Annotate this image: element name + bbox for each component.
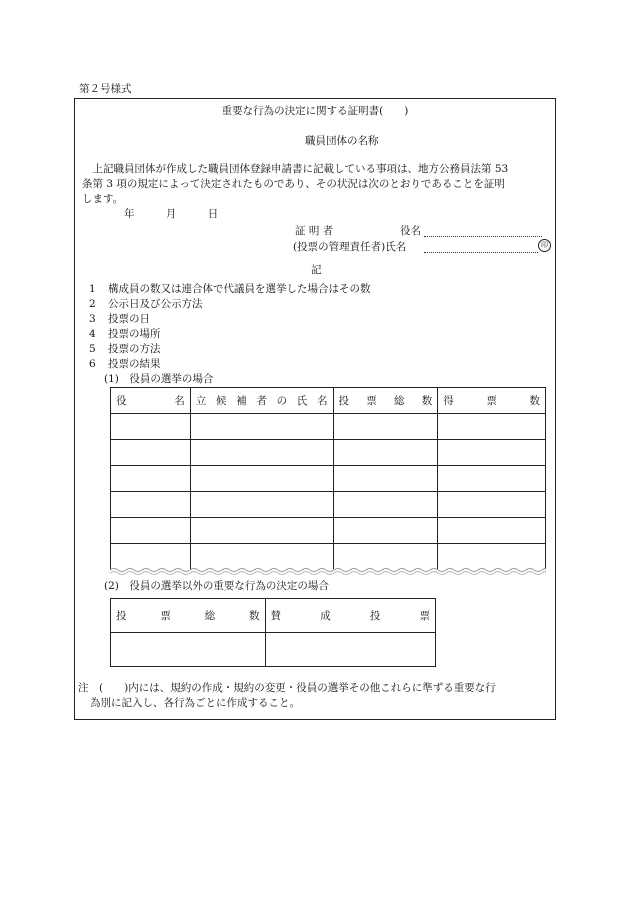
footnote xyxy=(78,681,553,711)
statement-line-1: 上記職員団体が作成した職員団体登録申請書に記載している事項は、地方公務員法第 53 xyxy=(82,163,509,175)
table-row xyxy=(111,440,546,466)
header-total-votes: 投 票 総 数 xyxy=(333,388,438,414)
seal-mark: 印 xyxy=(538,239,551,252)
footnote-line-1: 注 ( )内には、規約の作成・規約の変更・役員の選挙その他これらに準ずる重要な行 xyxy=(78,682,496,694)
certifier-row xyxy=(295,224,421,238)
certification-statement xyxy=(82,162,552,207)
header-total-votes: 投 票 総 数 xyxy=(111,599,266,633)
footnote-line-2: 為別に記入し、各行為ごとに作成すること。 xyxy=(90,697,300,709)
manager-name-field[interactable] xyxy=(424,252,538,253)
table-header-row xyxy=(111,599,436,633)
list-item: 2 公示日及び公示方法 xyxy=(89,298,203,310)
table-row xyxy=(111,492,546,518)
ki-heading: 記 xyxy=(311,264,322,276)
list-item: 1 構成員の数又は連合体で代議員を選挙した場合はその数 xyxy=(89,283,371,295)
list-item: 4 投票の場所 xyxy=(89,328,161,340)
date-row xyxy=(124,207,246,221)
table-row xyxy=(111,466,546,492)
organization-name-label: 職員団体の名称 xyxy=(305,135,379,147)
header-role: 役 名 xyxy=(111,388,191,414)
document-title: 重要な行為の決定に関する証明書( ) xyxy=(221,105,409,117)
form-number-label: 第２号様式 xyxy=(79,83,132,95)
date-day: 日 xyxy=(207,208,219,220)
date-month: 月 xyxy=(165,208,177,220)
list-item: 3 投票の日 xyxy=(89,313,150,325)
table-row xyxy=(111,544,546,570)
table-row xyxy=(111,518,546,544)
role-field[interactable] xyxy=(424,236,542,237)
role-label: 役名 xyxy=(400,225,421,237)
statement-line-2: 条第 3 項の規定によって決定されたものであり、その状況は次のとおりであることを証明 xyxy=(82,178,505,190)
manager-name-label: (投票の管理責任者)氏名 xyxy=(293,241,407,253)
table-row xyxy=(111,414,546,440)
table-header-row xyxy=(111,388,546,414)
header-candidate-name: 立 候 補 者 の 氏 名 xyxy=(190,388,333,414)
header-votes-received: 得 票 数 xyxy=(438,388,546,414)
date-year: 年 xyxy=(124,208,135,220)
statement-line-3: します。 xyxy=(82,193,124,205)
list-item: 6 投票の結果 xyxy=(89,358,161,370)
table-row xyxy=(111,633,436,667)
section2-title: (2) 役員の選挙以外の重要な行為の決定の場合 xyxy=(104,580,329,592)
officer-election-table xyxy=(110,387,546,569)
section1-title: (1) 役員の選挙の場合 xyxy=(104,373,214,385)
table-continuation-wave xyxy=(110,567,546,575)
other-decision-table xyxy=(110,598,436,667)
header-votes-in-favor: 賛 成 投 票 xyxy=(265,599,435,633)
certifier-label: 証 明 者 xyxy=(295,225,334,237)
list-item: 5 投票の方法 xyxy=(89,343,161,355)
